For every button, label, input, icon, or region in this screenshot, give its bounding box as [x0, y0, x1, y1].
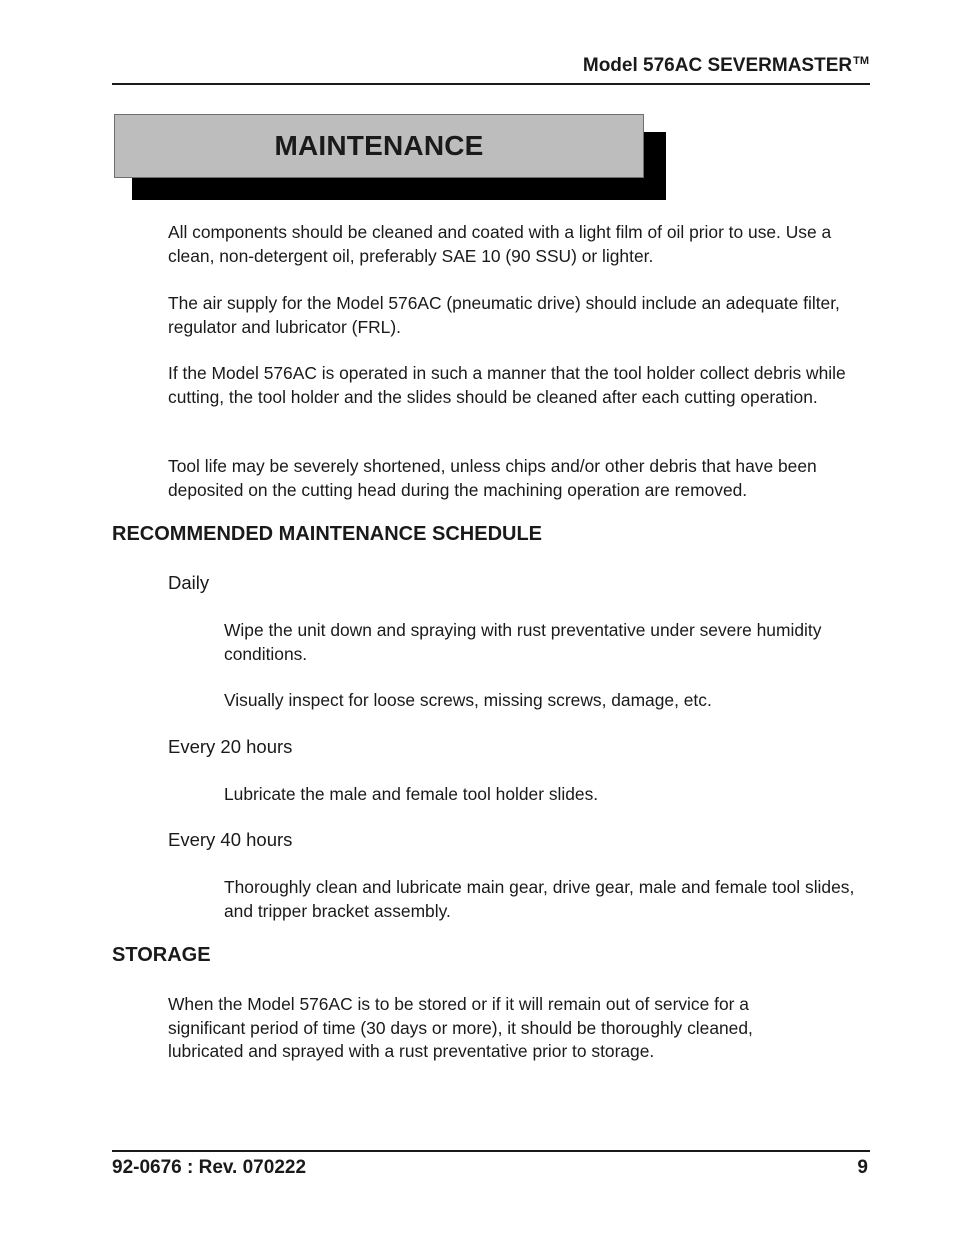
- intro-paragraph-debris: If the Model 576AC is operated in such a manner that the tool holder collect debris while cutting, the tool holder and the slides should be cleaned after each cutting operation.: [168, 363, 846, 407]
- footer-doc-number: 92-0676 : Rev. 070222: [112, 1157, 307, 1178]
- footer-rule: [112, 1150, 870, 1152]
- model-title: Model 576AC SEVERMASTER: [582, 55, 853, 76]
- 20-hours-item-lubricate: Lubricate the male and female tool holder slides.: [224, 784, 599, 804]
- daily-item-wipe: Wipe the unit down and spraying with rust preventative under severe humidity conditions.: [224, 620, 822, 664]
- 40-hours-item-clean: Thoroughly clean and lubricate main gear, drive gear, male and female tool slides, and tripper bracket assembly.: [224, 877, 855, 921]
- banner-box: [114, 114, 644, 178]
- header-rule: [112, 83, 870, 85]
- interval-40-hours-label: Every 40 hours: [168, 829, 293, 850]
- daily-item-inspect: Visually inspect for loose screws, missing screws, damage, etc.: [224, 690, 712, 710]
- schedule-heading: RECOMMENDED MAINTENANCE SCHEDULE: [112, 523, 543, 545]
- intro-paragraph-air-supply: The air supply for the Model 576AC (pneumatic drive) should include an adequate filter, regulator and lubricator (FRL).: [168, 293, 840, 337]
- section-banner: [114, 114, 666, 200]
- intro-paragraph-oil: All components should be cleaned and coated with a light film of oil prior to use. Use a clean, non-detergent oil, preferably SAE 10 (90 SSU) or lighter.: [168, 222, 832, 266]
- page-title: MAINTENANCE: [274, 130, 484, 161]
- storage-heading: STORAGE: [112, 944, 211, 966]
- footer-page-number: 9: [857, 1157, 868, 1178]
- trademark-mark: TM: [853, 55, 869, 67]
- storage-paragraph: When the Model 576AC is to be stored or if it will remain out of service for a significant period of time (30 days or more), it should be thoroughly cleaned, lubricated and sprayed with a rust preventative prior to storage.: [168, 994, 753, 1061]
- interval-daily-label: Daily: [168, 572, 210, 593]
- page-header-title: [583, 55, 869, 77]
- interval-20-hours-label: Every 20 hours: [168, 736, 293, 757]
- intro-paragraph-tool-life: Tool life may be severely shortened, unless chips and/or other debris that have been deposited on the cutting head during the machining operation are removed.: [168, 456, 817, 500]
